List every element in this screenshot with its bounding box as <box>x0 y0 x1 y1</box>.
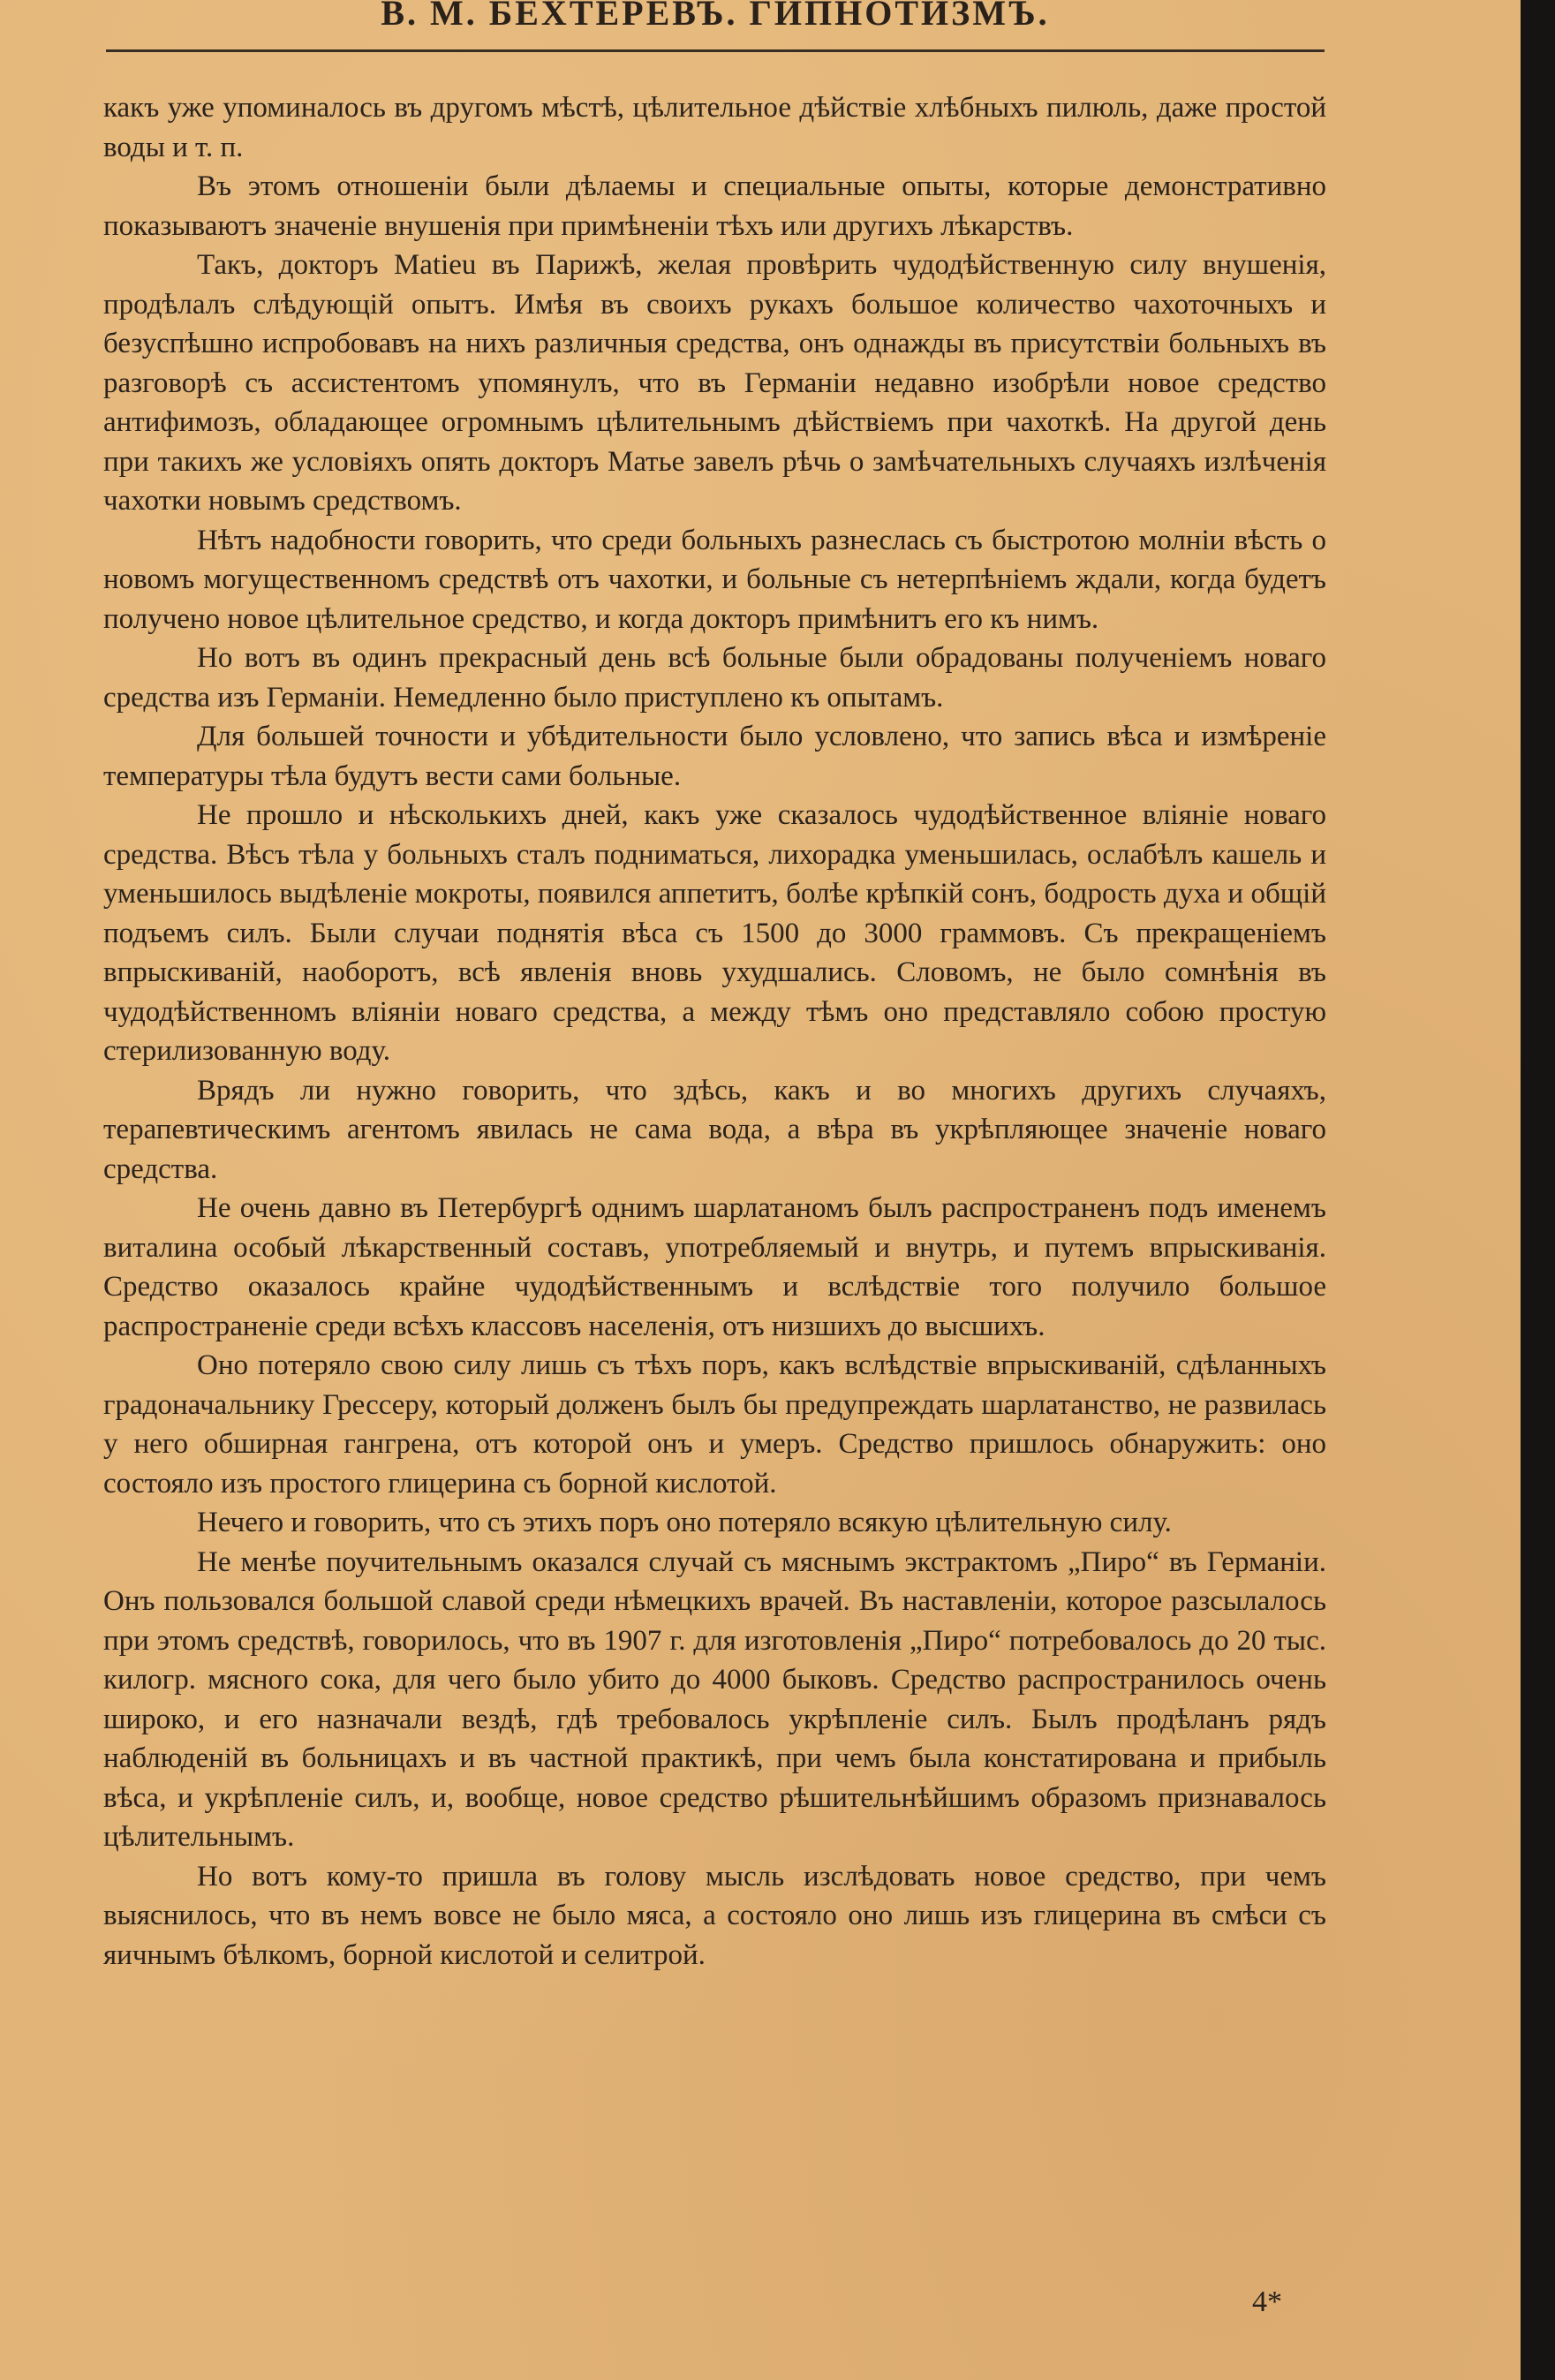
paragraph-4: Нѣтъ надобности говорить, что среди больныхъ разнеслась съ быстротою молніи вѣсть о новомъ могущественномъ средствѣ отъ чахотки, и больные съ нетерпѣніемъ ждали, когда будетъ получено новое цѣлительное средство, и когда докторъ примѣнитъ его къ нимъ. <box>103 524 1326 635</box>
paragraph-3: Такъ, докторъ Matieu въ Парижѣ, желая провѣрить чудодѣйственную силу внушенія, продѣлалъ слѣдующій опытъ. Имѣя въ своихъ рукахъ большое количество чахоточныхъ и безуспѣшно испробовавъ на нихъ различныя средства, онъ однажды въ присутствіи больныхъ въ разговорѣ съ ассистентомъ упомянулъ, что въ Германіи недавно изобрѣли новое средство антифимозъ, обладающее огромнымъ цѣлительнымъ дѣйствіемъ при чахоткѣ. На другой день при такихъ же условіяхъ опять докторъ Матье завелъ рѣчь о замѣчательныхъ случаяхъ излѣченія чахотки новымъ средствомъ. <box>103 249 1326 517</box>
scan-edge <box>1521 0 1555 2380</box>
paragraph-13: Но вотъ кому-то пришла въ голову мысль изслѣдовать новое средство, при чемъ выяснилось, что въ немъ вовсе не было мяса, а состояло оно лишь изъ глицерина въ смѣси съ яичнымъ бѣлкомъ, борной кислотой и селитрой. <box>103 1860 1326 1971</box>
body-text <box>103 88 1326 1975</box>
paragraph-11: Нечего и говорить, что съ этихъ поръ оно потеряло всякую цѣлительную силу. <box>197 1507 1172 1538</box>
paragraph-9: Не очень давно въ Петербургѣ однимъ шарлатаномъ былъ распространенъ подъ именемъ виталина особый лѣкарственный составъ, употребляемый и внутрь, и путемъ впрыскиванія. Средство оказалось крайне чудодѣйственнымъ и вслѣдствіе того получило большое распространеніе среди всѣхъ классовъ населенія, отъ низшихъ до высшихъ. <box>103 1192 1326 1342</box>
running-head: В. М. БЕХТЕРЕВЪ. ГИПНОТИЗМЪ. <box>381 0 1050 33</box>
paragraph-8: Врядъ ли нужно говорить, что здѣсь, какъ и во многихъ другихъ случаяхъ, терапевтическимъ агентомъ явилась не сама вода, а вѣра въ укрѣпляющее значеніе новаго средства. <box>103 1074 1326 1185</box>
paragraph-6: Для большей точности и убѣдительности было условлено, что запись вѣса и измѣреніе температуры тѣла будутъ вести сами больные. <box>103 721 1326 792</box>
header-rule <box>106 49 1325 52</box>
paragraph-1: какъ уже упоминалось въ другомъ мѣстѣ, цѣлительное дѣйствіе хлѣбныхъ пилюль, даже простой воды и т. п. <box>103 92 1326 163</box>
paragraph-2: Въ этомъ отношеніи были дѣлаемы и специальные опыты, которые демонстративно показываютъ значеніе внушенія при примѣненіи тѣхъ или другихъ лѣкарствъ. <box>103 170 1326 242</box>
page-number: 4* <box>1252 2286 1282 2318</box>
paragraph-12: Не менѣе поучительнымъ оказался случай съ мяснымъ экстрактомъ „Пиро“ въ Германіи. Онъ пользовался большой славой среди нѣмецкихъ врачей. Въ наставленіи, которое разсылалось при этомъ средствѣ, говорилось, что въ 1907 г. для изготовленія „Пиро“ потребовалось до 20 тыс. килогр. мясного сока, для чего было убито до 4000 быковъ. Средство распространилось очень широко, и его назначали вездѣ, гдѣ требовалось укрѣпленіе силъ. Былъ продѣланъ рядъ наблюденій въ больницахъ и въ частной практикѣ, при чемъ была констатирована и прибыль вѣса, и укрѣпленіе силъ, и, вообще, новое средство рѣшительнѣйшимъ образомъ признавалось цѣлительнымъ. <box>103 1545 1326 1853</box>
paragraph-7: Не прошло и нѣсколькихъ дней, какъ уже сказалось чудодѣйственное вліяніе новаго средства. Вѣсъ тѣла у больныхъ сталъ подниматься, лихорадка уменьшилась, ослабѣлъ кашель и уменьшилось выдѣленіе мокроты, появился аппетитъ, болѣе крѣпкій сонъ, бодрость духа и общій подъемъ силъ. Были случаи поднятія вѣса съ 1500 до 3000 граммовъ. Съ прекращеніемъ впрыскиваній, наоборотъ, всѣ явленія вновь ухудшались. Словомъ, не было сомнѣнія въ чудодѣйственномъ вліяніи новаго средства, а между тѣмъ оно представляло собою простую стерилизованную воду. <box>103 799 1326 1067</box>
paragraph-5: Но вотъ въ одинъ прекрасный день всѣ больные были обрадованы полученіемъ новаго средства изъ Германіи. Немедленно было приступлено къ опытамъ. <box>103 642 1326 714</box>
paragraph-10: Оно потеряло свою силу лишь съ тѣхъ поръ, какъ вслѣдствіе впрыскиваній, сдѣланныхъ градоначальнику Грессеру, который долженъ былъ бы предупреждать шарлатанство, не развилась у него обширная гангрена, отъ которой онъ и умеръ. Средство пришлось обнаружить: оно состояло изъ простого глицерина съ борной кислотой. <box>103 1349 1326 1500</box>
